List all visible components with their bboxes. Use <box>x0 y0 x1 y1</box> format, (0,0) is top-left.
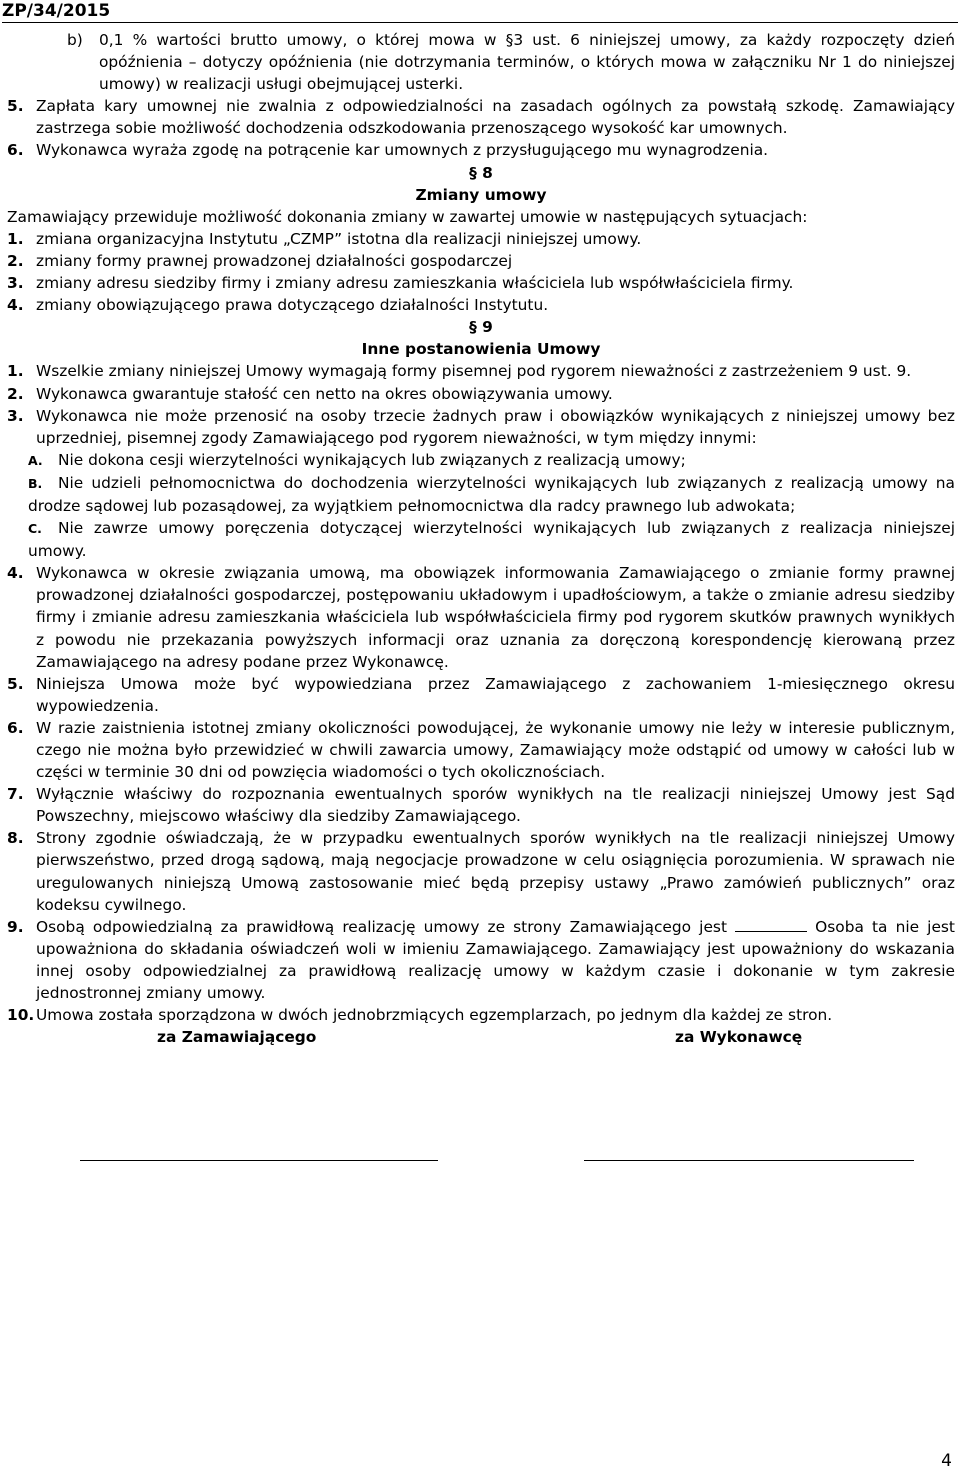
document-id: ZP/34/2015 <box>2 1 111 21</box>
signature-line-contractor <box>584 1160 914 1161</box>
penalty-item-5 <box>7 95 955 139</box>
item-number: 5. <box>7 97 24 116</box>
letter-text: Nie dokona cesji wierzytelności wynikających lub związanych z realizacją umowy; <box>58 450 686 469</box>
section-9-title: Inne postanowienia Umowy <box>361 340 601 359</box>
provision-item-6 <box>7 717 955 783</box>
item-number: 4. <box>7 564 24 583</box>
document-body <box>7 29 955 1048</box>
item-text: Wykonawca w okresie związania umową, ma obowiązek informowania Zamawiającego o zmianie formy prawnej prowadzonej działalności gospodarczej, postępowaniu układowym i upadłościowym, a także o zmianie adresu siedziby firmy i zmianie adresu zamieszkania właściciela lub współwłaściciela firmy pod rygorem skutków prawnych wynikłych z powodu nie przekazania powyższych informacji oraz uznania za doręczoną korespondencję kierowaną przez Zamawiającego na adresy podane przez Wykonawcę. <box>36 564 955 671</box>
item-number: 4. <box>7 296 24 315</box>
letter-item-c <box>7 517 955 562</box>
provision-item-5 <box>7 673 955 717</box>
provision-item-7 <box>7 783 955 827</box>
item-number: 3. <box>7 274 24 293</box>
signature-label-contractor: za Wykonawcę <box>675 1028 803 1047</box>
change-item-1 <box>7 228 955 250</box>
item-number: 9. <box>7 917 24 936</box>
item-number: 1. <box>7 362 24 381</box>
letter-text: Nie udzieli pełnomocnictwa do dochodzenia wierzytelności wynikających lub związanych z realizacją umowy na drodze sądowej lub pozasądowej, za wyjątkiem pełnomocnictwa dla radcy prawnego lub adwokata; <box>28 473 955 515</box>
item-text: Niniejsza Umowa może być wypowiedziana przez Zamawiającego z zachowaniem 1-miesięcznego okresu wypowiedzenia. <box>36 674 955 715</box>
letter-label: C. <box>28 521 42 537</box>
item-number: 2. <box>7 251 24 270</box>
item-text: 0,1 % wartości brutto umowy, o której mowa w §3 ust. 6 niniejszej umowy, za każdy rozpoczęty dzień opóźnienia – dotyczy opóźnienia (nie dotrzymania terminów, o których mowa w załączniku Nr 1 do niniejszej umowy) w realizacji usługi obejmującej usterki. <box>99 31 955 94</box>
item-number: 6. <box>7 718 24 737</box>
penalty-item-6 <box>7 139 955 161</box>
item-label: b) <box>67 31 83 49</box>
item-number: 5. <box>7 674 24 693</box>
provision-item-3 <box>7 405 955 449</box>
signature-labels <box>7 1026 955 1048</box>
item-number: 1. <box>7 229 24 248</box>
change-item-3 <box>7 272 955 294</box>
letter-label: B. <box>28 475 43 491</box>
signature-label-ordering-party: za Zamawiającego <box>157 1028 317 1047</box>
letter-item-a <box>7 449 955 472</box>
provision-item-2 <box>7 383 955 405</box>
section-8-title: Zmiany umowy <box>415 185 547 204</box>
item-text: Wykonawca wyraża zgodę na potrącenie kar umownych z przysługującego mu wynagrodzenia. <box>36 141 769 160</box>
item-number: 3. <box>7 406 24 425</box>
item-text: Wykonawca nie może przenosić na osoby trzecie żadnych praw i obowiązków wynikających z niniejszej umowy bez uprzedniej, pisemnej zgody Zamawiającego pod rygorem nieważności, w tym między innymi: <box>36 406 955 447</box>
item-text: zmiany obowiązującego prawa dotyczącego działalności Instytutu. <box>36 296 549 315</box>
penalty-item-b <box>7 29 955 95</box>
change-item-4 <box>7 294 955 316</box>
responsible-person-text-cont: Osoba ta nie jest upoważniona do składania oświadczeń woli w imieniu Zamawiającego. Zamawiający jest upoważniony do wskazania innej osoby odpowiedzialnej za prawidłową realizację umowy w każdym czasie i dokonanie w tym zakresie jednostronnej zmiany umowy. <box>36 917 955 1003</box>
page-header <box>2 0 958 23</box>
signature-line-ordering-party <box>80 1160 438 1161</box>
item-text: Umowa została sporządzona w dwóch jednobrzmiących egzemplarzach, po jednym dla każdej ze stron. <box>36 1006 833 1025</box>
responsible-person-blank <box>735 917 807 932</box>
item-text: zmiana organizacyjna Instytutu „CZMP” istotna dla realizacji niniejszej umowy. <box>36 229 642 248</box>
item-number: 6. <box>7 141 24 160</box>
page-number: 4 <box>941 1451 952 1471</box>
item-text: zmiany adresu siedziby firmy i zmiany adresu zamieszkania właściciela lub współwłaściciela firmy. <box>36 274 794 293</box>
responsible-person-text: Osobą odpowiedzialną za prawidłową realizację umowy ze strony Zamawiającego jest <box>36 917 727 936</box>
section-8-lead: Zamawiający przewiduje możliwość dokonania zmiany w zawartej umowie w następujących sytuacjach: <box>7 207 808 226</box>
change-item-2 <box>7 250 955 272</box>
item-number: 7. <box>7 785 24 804</box>
item-number: 8. <box>7 829 24 848</box>
item-text: Wyłącznie właściwy do rozpoznania ewentualnych sporów wynikłych na tle realizacji niniejszej Umowy jest Sąd Powszechny, miejscowo właściwy dla siedziby Zamawiającego. <box>36 785 955 826</box>
section-9-number: § 9 <box>469 318 493 337</box>
provision-item-1 <box>7 360 955 382</box>
item-number: 2. <box>7 384 24 403</box>
provision-item-10 <box>7 1004 955 1026</box>
item-text: Zapłata kary umownej nie zwalnia z odpowiedzialności na zasadach ogólnych za powstałą szkodę. Zamawiający zastrzega sobie możliwość dochodzenia odszkodowania przenoszącego wysokość kar umownych. <box>36 97 955 138</box>
letter-label: A. <box>28 452 43 468</box>
item-text: zmiany formy prawnej prowadzonej działalności gospodarczej <box>36 251 513 270</box>
letter-item-b <box>7 472 955 517</box>
item-text: W razie zaistnienia istotnej zmiany okoliczności powodującej, że wykonanie umowy nie leży w interesie publicznym, czego nie można było przewidzieć w chwili zawarcia umowy, Zamawiający może odstąpić od umowy w całości lub w części w terminie 30 dni od powzięcia wiadomości o tych okolicznościach. <box>36 718 955 782</box>
provision-item-8 <box>7 827 955 915</box>
provision-item-9 <box>7 916 955 1004</box>
section-8-number: § 8 <box>469 163 493 182</box>
provision-item-4 <box>7 562 955 672</box>
item-text: Wykonawca gwarantuje stałość cen netto na okres obowiązywania umowy. <box>36 384 613 403</box>
item-number: 10. <box>7 1006 35 1025</box>
letter-text: Nie zawrze umowy poręczenia dotyczącej wierzytelności wynikających lub związanych z realizacja niniejszej umowy. <box>28 519 955 561</box>
item-text: Strony zgodnie oświadczają, że w przypadku ewentualnych sporów wynikłych na tle realizacji niniejszej Umowy pierwszeństwo, przed drogą sądową, mają negocjacje prowadzone w celu osiągnięcia porozumienia. W sprawach nie uregulowanych niniejszą Umową zastosowanie mieć będą przepisy ustawy „Prawo zamówień publicznych” oraz kodeksu cywilnego. <box>36 829 955 914</box>
item-text <box>36 916 955 1004</box>
item-text: Wszelkie zmiany niniejszej Umowy wymagają formy pisemnej pod rygorem nieważności z zastrzeżeniem 9 ust. 9. <box>36 362 912 381</box>
